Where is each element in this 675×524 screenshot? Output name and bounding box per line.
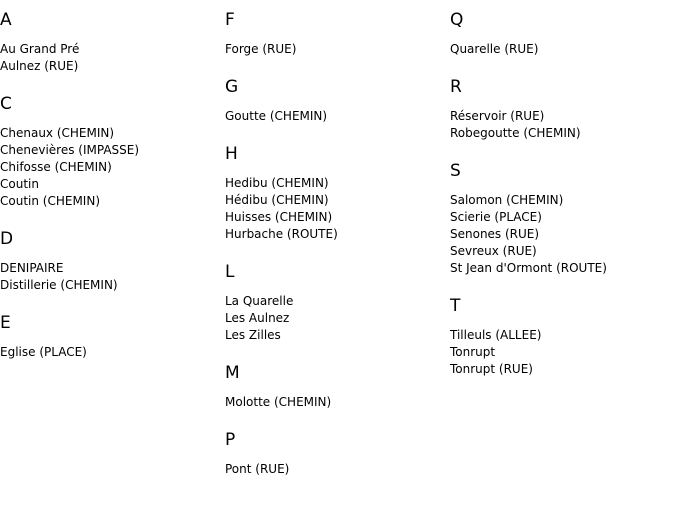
street-name: Huisses (CHEMIN) [225,210,333,224]
index-column [450,10,675,397]
street-list [450,327,675,378]
street-name: Chenaux (CHEMIN) [0,126,115,140]
letter-group [0,313,225,361]
street-name: Salomon (CHEMIN) [450,193,564,207]
street-list [450,108,675,142]
street-list [450,192,675,277]
letter-heading: T [450,296,461,316]
letter-group [225,77,450,125]
street-name: Les Aulnez [225,311,290,325]
street-name: Coutin (CHEMIN) [0,194,101,208]
street-list [225,108,450,125]
street-list [0,41,225,75]
street-list [450,41,675,58]
letter-heading: E [0,313,11,333]
street-list [0,125,225,210]
street-name: Robegoutte (CHEMIN) [450,126,581,140]
letter-heading: L [225,262,235,282]
street-name: Hédibu (CHEMIN) [225,193,329,207]
index-column [225,10,450,497]
letter-heading: S [450,161,461,181]
street-name: Hurbache (ROUTE) [225,227,338,241]
letter-group [0,10,225,75]
letter-heading: P [225,430,236,450]
index-column [0,10,225,380]
street-list [0,260,225,294]
letter-heading: M [225,363,240,383]
street-name: Chenevières (IMPASSE) [0,143,140,157]
street-name: Scierie (PLACE) [450,210,542,224]
street-name: Au Grand Pré [0,42,80,56]
street-name: Tonrupt [450,345,496,359]
street-name: Distillerie (CHEMIN) [0,278,118,292]
letter-group [225,144,450,243]
street-name: Les Zilles [225,328,281,342]
letter-group [450,77,675,142]
street-name: Aulnez (RUE) [0,59,79,73]
letter-heading: F [225,10,235,30]
street-name: Senones (RUE) [450,227,540,241]
street-name: Forge (RUE) [225,42,297,56]
street-name: Hedibu (CHEMIN) [225,176,329,190]
letter-heading: A [0,10,12,30]
letter-group [225,363,450,411]
letter-group [225,262,450,344]
street-name: Réservoir (RUE) [450,109,545,123]
street-list [225,175,450,243]
letter-group [225,430,450,478]
street-name: Tonrupt (RUE) [450,362,533,376]
street-name: Goutte (CHEMIN) [225,109,328,123]
street-list [225,394,450,411]
letter-heading: G [225,77,239,97]
street-name: St Jean d'Ormont (ROUTE) [450,261,607,275]
street-name: DENIPAIRE [0,261,64,275]
street-name: Chifosse (CHEMIN) [0,160,112,174]
street-name: Quarelle (RUE) [450,42,539,56]
street-name: Molotte (CHEMIN) [225,395,332,409]
letter-group [0,94,225,210]
letter-heading: C [0,94,12,114]
street-name: La Quarelle [225,294,294,308]
street-name: Tilleuls (ALLEE) [450,328,542,342]
street-name: Eglise (PLACE) [0,345,87,359]
letter-group [450,161,675,277]
street-list [225,293,450,344]
street-name: Coutin [0,177,39,191]
letter-group [450,296,675,378]
street-name: Sevreux (RUE) [450,244,537,258]
letter-heading: H [225,144,238,164]
street-list [225,461,450,478]
letter-heading: D [0,229,14,249]
letter-heading: R [450,77,462,97]
letter-group [0,229,225,294]
letter-group [225,10,450,58]
letter-group [450,10,675,58]
street-list [225,41,450,58]
letter-heading: Q [450,10,464,30]
street-list [0,344,225,361]
street-name: Pont (RUE) [225,462,290,476]
